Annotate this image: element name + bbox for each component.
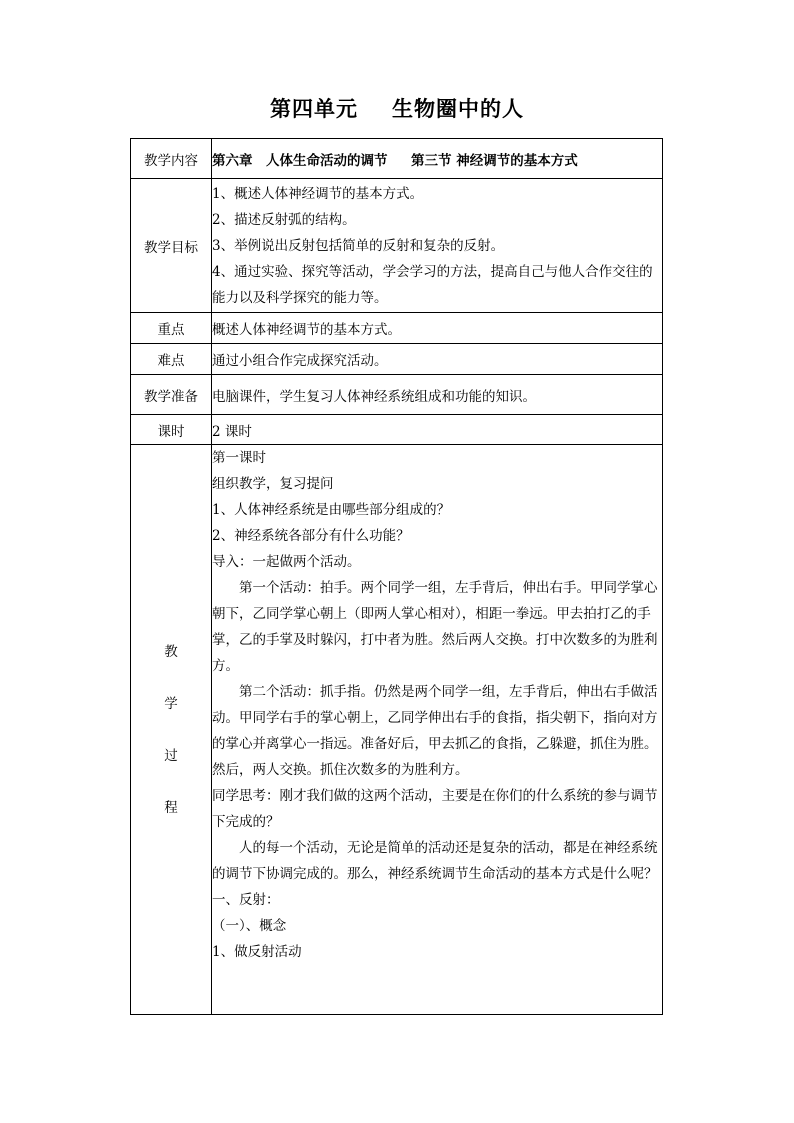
prep-label: 教学准备 xyxy=(131,375,212,415)
goals-list xyxy=(212,179,663,313)
row-process xyxy=(131,445,663,1015)
key-value: 概述人体神经调节的基本方式。 xyxy=(212,313,663,344)
intro-line: 导入：一起做两个活动。 xyxy=(212,554,361,570)
row-difficulty xyxy=(131,344,663,375)
section-title: 第三节 神经调节的基本方式 xyxy=(411,152,578,169)
content-label: 教学内容 xyxy=(131,139,212,179)
process-label xyxy=(131,445,212,1015)
explain-paragraph: 人的每一个活动，无论是简单的活动还是复杂的活动，都是在神经系统的调节下协调完成的。那么，神经系统调节生命活动的基本方式是什么呢？ xyxy=(212,840,658,882)
item-line: 1、做反射活动 xyxy=(212,944,302,960)
question-1: 1、人体神经系统是由哪些部分组成的？ xyxy=(212,502,451,518)
row-key xyxy=(131,313,663,344)
goal-item: 4、通过实验、探究等活动，学会学习的方法，提高自己与他人合作交往的能力以及科学探究的能力等。 xyxy=(212,263,653,306)
process-label-char: 程 xyxy=(164,799,178,816)
title-name: 生物圈中的人 xyxy=(392,96,524,121)
organize-line: 组织教学，复习提问 xyxy=(212,476,334,492)
lesson-heading: 第一课时 xyxy=(212,450,266,466)
title-unit: 第四单元 xyxy=(270,96,358,121)
activity-1: 第一个活动：拍手。两个同学一组，左手背后，伸出右手。甲同学掌心朝下，乙同学掌心朝上（即两人掌心相对），相距一拳远。甲去拍打乙的手掌，乙的手掌及时躲闪，打中者为胜。然后两人交换。打中次数多的为胜利方。 xyxy=(212,580,658,674)
activity-2: 第二个活动：抓手指。仍然是两个同学一组，左手背后，伸出右手做活动。甲同学右手的掌心朝上，乙同学伸出右手的食指，指尖朝下，指向对方的掌心并离掌心一指远。准备好后，甲去抓乙的食指，乙躲避，抓住为胜。然后，两人交换。抓住次数多的为胜利方。 xyxy=(212,684,658,778)
goal-item: 1、概述人体神经调节的基本方式。 xyxy=(212,185,424,202)
chapter-title: 第六章 人体生命活动的调节 xyxy=(212,152,388,169)
section-heading: 一、反射： xyxy=(212,892,280,908)
hours-value: 2 课时 xyxy=(212,415,663,445)
sub-heading: （一）、概念 xyxy=(212,918,287,934)
think-question: 同学思考：刚才我们做的这两个活动，主要是在你们的什么系统的参与调节下完成的？ xyxy=(212,788,658,830)
process-content xyxy=(212,445,663,1015)
row-prep xyxy=(131,375,663,415)
row-hours xyxy=(131,415,663,445)
goal-item: 2、描述反射弧的结构。 xyxy=(212,211,356,228)
key-label: 重点 xyxy=(131,313,212,344)
process-label-char: 过 xyxy=(164,747,178,764)
page-title xyxy=(0,93,794,123)
goals-label: 教学目标 xyxy=(131,179,212,313)
lesson-plan-table xyxy=(130,138,663,1015)
row-goals xyxy=(131,179,663,313)
process-label-char: 学 xyxy=(164,695,178,712)
hours-label: 课时 xyxy=(131,415,212,445)
content-value xyxy=(212,139,663,179)
question-2: 2、神经系统各部分有什么功能？ xyxy=(212,528,410,544)
difficulty-label: 难点 xyxy=(131,344,212,375)
row-content xyxy=(131,139,663,179)
goal-item: 3、举例说出反射包括简单的反射和复杂的反射。 xyxy=(212,237,505,254)
prep-value: 电脑课件，学生复习人体神经系统组成和功能的知识。 xyxy=(212,375,663,415)
process-label-char: 教 xyxy=(164,643,178,660)
difficulty-value: 通过小组合作完成探究活动。 xyxy=(212,344,663,375)
